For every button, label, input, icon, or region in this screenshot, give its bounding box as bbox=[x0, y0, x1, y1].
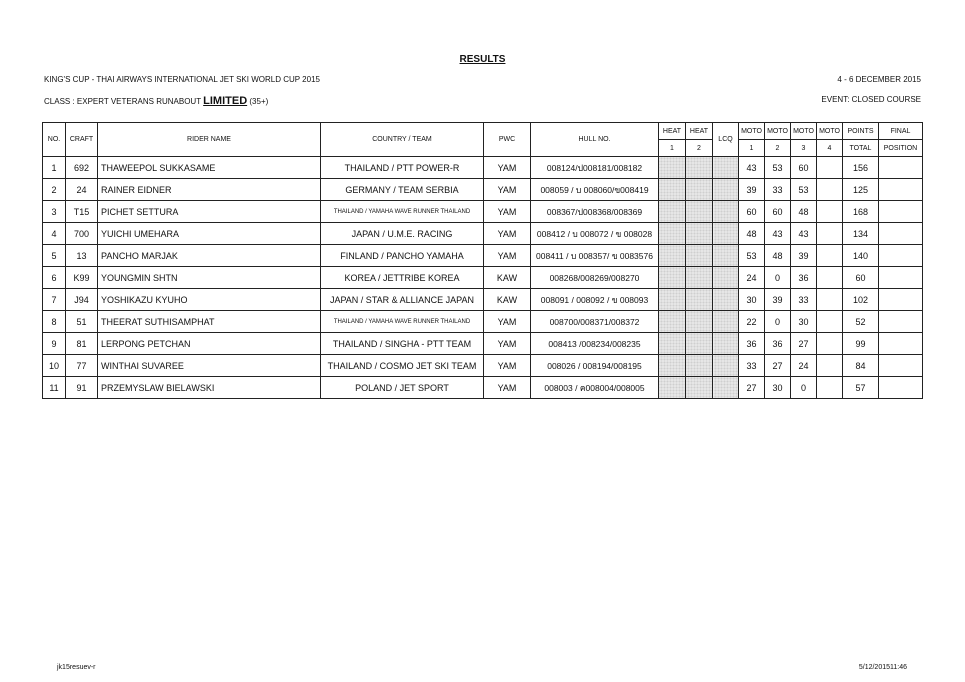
cell-final bbox=[879, 157, 923, 179]
col-no: NO. bbox=[43, 123, 66, 157]
cell-total: 125 bbox=[843, 179, 879, 201]
cell-rider: PANCHO MARJAK bbox=[98, 245, 321, 267]
cell-rider: LERPONG PETCHAN bbox=[98, 333, 321, 355]
cell-pwc: YAM bbox=[484, 201, 531, 223]
col-moto-1: MOTO bbox=[739, 123, 765, 140]
table-row bbox=[43, 377, 923, 399]
cell-total: 168 bbox=[843, 201, 879, 223]
cell-craft: 81 bbox=[66, 333, 98, 355]
cell-pwc: YAM bbox=[484, 311, 531, 333]
cell-moto1: 39 bbox=[739, 179, 765, 201]
cell-hull: 008413 /008234/008235 bbox=[531, 333, 659, 355]
cell-final bbox=[879, 289, 923, 311]
cell-no: 10 bbox=[43, 355, 66, 377]
cell-final bbox=[879, 179, 923, 201]
cell-moto1: 36 bbox=[739, 333, 765, 355]
cell-heat1-shaded bbox=[659, 355, 686, 377]
cell-heat1-shaded bbox=[659, 311, 686, 333]
cell-country: FINLAND / PANCHO YAMAHA bbox=[321, 245, 484, 267]
col-lcq: LCQ bbox=[713, 123, 739, 157]
cell-moto2: 27 bbox=[765, 355, 791, 377]
results-table bbox=[42, 122, 923, 399]
cell-moto3: 48 bbox=[791, 201, 817, 223]
cell-no: 4 bbox=[43, 223, 66, 245]
cell-craft: K99 bbox=[66, 267, 98, 289]
cell-lcq-shaded bbox=[713, 311, 739, 333]
cell-hull: 008268/008269/008270 bbox=[531, 267, 659, 289]
table-row bbox=[43, 245, 923, 267]
col-heat-1: HEAT bbox=[659, 123, 686, 140]
table-row bbox=[43, 289, 923, 311]
cell-craft: T15 bbox=[66, 201, 98, 223]
cell-total: 156 bbox=[843, 157, 879, 179]
cell-moto1: 27 bbox=[739, 377, 765, 399]
cell-pwc: YAM bbox=[484, 333, 531, 355]
col-total: TOTAL bbox=[843, 140, 879, 157]
cell-no: 8 bbox=[43, 311, 66, 333]
cell-country: GERMANY / TEAM SERBIA bbox=[321, 179, 484, 201]
cell-no: 5 bbox=[43, 245, 66, 267]
col-final: FINAL bbox=[879, 123, 923, 140]
cell-heat1-shaded bbox=[659, 245, 686, 267]
event-name: KING'S CUP - THAI AIRWAYS INTERNATIONAL JET SKI WORLD CUP 2015 bbox=[44, 75, 320, 84]
cell-hull: 008059 / บ 008060/ข008419 bbox=[531, 179, 659, 201]
cell-pwc: YAM bbox=[484, 223, 531, 245]
cell-final bbox=[879, 333, 923, 355]
cell-heat1-shaded bbox=[659, 201, 686, 223]
cell-heat1-shaded bbox=[659, 179, 686, 201]
cell-hull: 008091 / 008092 / ข 008093 bbox=[531, 289, 659, 311]
results-body bbox=[43, 157, 923, 399]
cell-heat1-shaded bbox=[659, 223, 686, 245]
footer-timestamp: 5/12/201511:46 bbox=[858, 664, 907, 671]
cell-total: 140 bbox=[843, 245, 879, 267]
cell-heat1-shaded bbox=[659, 377, 686, 399]
col-moto-2: MOTO bbox=[765, 123, 791, 140]
cell-no: 3 bbox=[43, 201, 66, 223]
cell-moto4 bbox=[817, 157, 843, 179]
cell-rider: YUICHI UMEHARA bbox=[98, 223, 321, 245]
event-type: EVENT: CLOSED COURSE bbox=[821, 95, 921, 104]
cell-lcq-shaded bbox=[713, 157, 739, 179]
cell-moto2: 0 bbox=[765, 311, 791, 333]
cell-moto1: 43 bbox=[739, 157, 765, 179]
cell-country: THAILAND / YAMAHA WAVE RUNNER THAILAND bbox=[321, 311, 484, 333]
cell-craft: J94 bbox=[66, 289, 98, 311]
cell-rider: WINTHAI SUVAREE bbox=[98, 355, 321, 377]
cell-rider: PRZEMYSLAW BIELAWSKI bbox=[98, 377, 321, 399]
cell-moto2: 43 bbox=[765, 223, 791, 245]
cell-final bbox=[879, 311, 923, 333]
cell-moto4 bbox=[817, 289, 843, 311]
cell-lcq-shaded bbox=[713, 201, 739, 223]
cell-country: THAILAND / PTT POWER-R bbox=[321, 157, 484, 179]
cell-hull: 008412 / บ 008072 / ข 008028 bbox=[531, 223, 659, 245]
cell-heat2-shaded bbox=[686, 223, 713, 245]
cell-moto2: 53 bbox=[765, 157, 791, 179]
cell-moto4 bbox=[817, 333, 843, 355]
col-moto-3: MOTO bbox=[791, 123, 817, 140]
cell-rider: THEERAT SUTHISAMPHAT bbox=[98, 311, 321, 333]
cell-no: 1 bbox=[43, 157, 66, 179]
table-row bbox=[43, 223, 923, 245]
cell-total: 57 bbox=[843, 377, 879, 399]
cell-heat2-shaded bbox=[686, 289, 713, 311]
cell-country: POLAND / JET SPORT bbox=[321, 377, 484, 399]
col-rider: RIDER NAME bbox=[98, 123, 321, 157]
cell-moto2: 48 bbox=[765, 245, 791, 267]
col-hull: HULL NO. bbox=[531, 123, 659, 157]
cell-moto3: 39 bbox=[791, 245, 817, 267]
cell-hull: 008026 / 008194/008195 bbox=[531, 355, 659, 377]
cell-lcq-shaded bbox=[713, 333, 739, 355]
col-heat-2: HEAT bbox=[686, 123, 713, 140]
cell-pwc: YAM bbox=[484, 355, 531, 377]
cell-moto3: 33 bbox=[791, 289, 817, 311]
header-row bbox=[43, 123, 923, 140]
table-row bbox=[43, 201, 923, 223]
class-highlight: LIMITED bbox=[203, 95, 248, 107]
cell-pwc: YAM bbox=[484, 157, 531, 179]
cell-pwc: KAW bbox=[484, 267, 531, 289]
cell-rider: YOSHIKAZU KYUHO bbox=[98, 289, 321, 311]
event-dates: 4 - 6 DECEMBER 2015 bbox=[837, 75, 921, 84]
cell-total: 60 bbox=[843, 267, 879, 289]
cell-rider: THAWEEPOL SUKKASAME bbox=[98, 157, 321, 179]
cell-final bbox=[879, 245, 923, 267]
cell-pwc: KAW bbox=[484, 289, 531, 311]
cell-pwc: YAM bbox=[484, 179, 531, 201]
cell-moto4 bbox=[817, 223, 843, 245]
col-craft: CRAFT bbox=[66, 123, 98, 157]
cell-craft: 77 bbox=[66, 355, 98, 377]
cell-moto4 bbox=[817, 201, 843, 223]
cell-moto3: 36 bbox=[791, 267, 817, 289]
cell-total: 102 bbox=[843, 289, 879, 311]
cell-moto3: 24 bbox=[791, 355, 817, 377]
cell-heat1-shaded bbox=[659, 157, 686, 179]
table-row bbox=[43, 311, 923, 333]
cell-moto1: 48 bbox=[739, 223, 765, 245]
cell-hull: 008700/008371/008372 bbox=[531, 311, 659, 333]
cell-rider: RAINER EIDNER bbox=[98, 179, 321, 201]
cell-country: KOREA / JETTRIBE KOREA bbox=[321, 267, 484, 289]
cell-heat2-shaded bbox=[686, 179, 713, 201]
cell-lcq-shaded bbox=[713, 223, 739, 245]
cell-craft: 13 bbox=[66, 245, 98, 267]
cell-hull: 008367/ป008368/008369 bbox=[531, 201, 659, 223]
cell-country: THAILAND / COSMO JET SKI TEAM bbox=[321, 355, 484, 377]
cell-moto1: 22 bbox=[739, 311, 765, 333]
cell-country: THAILAND / YAMAHA WAVE RUNNER THAILAND bbox=[321, 201, 484, 223]
col-moto-3-num: 3 bbox=[791, 140, 817, 157]
cell-heat1-shaded bbox=[659, 289, 686, 311]
cell-moto1: 33 bbox=[739, 355, 765, 377]
cell-total: 84 bbox=[843, 355, 879, 377]
cell-country: THAILAND / SINGHA - PTT TEAM bbox=[321, 333, 484, 355]
cell-final bbox=[879, 201, 923, 223]
cell-heat2-shaded bbox=[686, 267, 713, 289]
cell-moto4 bbox=[817, 267, 843, 289]
class-prefix: CLASS : EXPERT VETERANS RUNABOUT bbox=[44, 97, 204, 106]
cell-total: 99 bbox=[843, 333, 879, 355]
cell-moto3: 43 bbox=[791, 223, 817, 245]
cell-heat2-shaded bbox=[686, 333, 713, 355]
cell-heat2-shaded bbox=[686, 201, 713, 223]
cell-moto1: 60 bbox=[739, 201, 765, 223]
table-row bbox=[43, 355, 923, 377]
cell-craft: 700 bbox=[66, 223, 98, 245]
cell-heat1-shaded bbox=[659, 333, 686, 355]
cell-moto2: 33 bbox=[765, 179, 791, 201]
cell-moto1: 53 bbox=[739, 245, 765, 267]
cell-lcq-shaded bbox=[713, 245, 739, 267]
col-heat-2-num: 2 bbox=[686, 140, 713, 157]
cell-craft: 51 bbox=[66, 311, 98, 333]
cell-moto4 bbox=[817, 245, 843, 267]
col-pwc: PWC bbox=[484, 123, 531, 157]
cell-final bbox=[879, 355, 923, 377]
cell-moto4 bbox=[817, 179, 843, 201]
cell-hull: 008003 / ค008004/008005 bbox=[531, 377, 659, 399]
cell-no: 9 bbox=[43, 333, 66, 355]
cell-country: JAPAN / U.M.E. RACING bbox=[321, 223, 484, 245]
cell-moto1: 24 bbox=[739, 267, 765, 289]
cell-moto3: 0 bbox=[791, 377, 817, 399]
cell-rider: YOUNGMIN SHTN bbox=[98, 267, 321, 289]
table-row bbox=[43, 267, 923, 289]
col-moto-2-num: 2 bbox=[765, 140, 791, 157]
cell-heat2-shaded bbox=[686, 245, 713, 267]
cell-pwc: YAM bbox=[484, 377, 531, 399]
cell-moto2: 30 bbox=[765, 377, 791, 399]
table-row bbox=[43, 157, 923, 179]
cell-final bbox=[879, 267, 923, 289]
cell-final bbox=[879, 377, 923, 399]
table-row bbox=[43, 333, 923, 355]
cell-moto2: 36 bbox=[765, 333, 791, 355]
col-moto-4-num: 4 bbox=[817, 140, 843, 157]
cell-lcq-shaded bbox=[713, 179, 739, 201]
results-title: RESULTS bbox=[459, 54, 506, 65]
class-line bbox=[44, 95, 268, 107]
cell-heat2-shaded bbox=[686, 311, 713, 333]
cell-moto1: 30 bbox=[739, 289, 765, 311]
cell-no: 7 bbox=[43, 289, 66, 311]
col-country: COUNTRY / TEAM bbox=[321, 123, 484, 157]
cell-lcq-shaded bbox=[713, 377, 739, 399]
col-moto-4: MOTO bbox=[817, 123, 843, 140]
cell-no: 2 bbox=[43, 179, 66, 201]
cell-craft: 91 bbox=[66, 377, 98, 399]
cell-moto4 bbox=[817, 377, 843, 399]
col-position: POSITION bbox=[879, 140, 923, 157]
class-suffix: (35+) bbox=[247, 97, 269, 106]
cell-moto2: 0 bbox=[765, 267, 791, 289]
table-row bbox=[43, 179, 923, 201]
cell-total: 134 bbox=[843, 223, 879, 245]
cell-lcq-shaded bbox=[713, 289, 739, 311]
cell-moto2: 39 bbox=[765, 289, 791, 311]
cell-heat2-shaded bbox=[686, 377, 713, 399]
cell-hull: 008124/ป008181/008182 bbox=[531, 157, 659, 179]
cell-final bbox=[879, 223, 923, 245]
cell-no: 11 bbox=[43, 377, 66, 399]
cell-no: 6 bbox=[43, 267, 66, 289]
cell-craft: 692 bbox=[66, 157, 98, 179]
cell-hull: 008411 / บ 008357/ ข 0083576 bbox=[531, 245, 659, 267]
cell-heat2-shaded bbox=[686, 355, 713, 377]
cell-moto4 bbox=[817, 355, 843, 377]
col-moto-1-num: 1 bbox=[739, 140, 765, 157]
cell-moto4 bbox=[817, 311, 843, 333]
cell-craft: 24 bbox=[66, 179, 98, 201]
cell-moto3: 53 bbox=[791, 179, 817, 201]
col-heat-1-num: 1 bbox=[659, 140, 686, 157]
cell-rider: PICHET SETTURA bbox=[98, 201, 321, 223]
cell-total: 52 bbox=[843, 311, 879, 333]
cell-heat2-shaded bbox=[686, 157, 713, 179]
cell-moto3: 60 bbox=[791, 157, 817, 179]
cell-pwc: YAM bbox=[484, 245, 531, 267]
cell-heat1-shaded bbox=[659, 267, 686, 289]
cell-moto3: 27 bbox=[791, 333, 817, 355]
cell-country: JAPAN / STAR & ALLIANCE JAPAN bbox=[321, 289, 484, 311]
cell-lcq-shaded bbox=[713, 355, 739, 377]
col-points: POINTS bbox=[843, 123, 879, 140]
cell-moto2: 60 bbox=[765, 201, 791, 223]
cell-moto3: 30 bbox=[791, 311, 817, 333]
footer-file-code: jk15resuev-r bbox=[57, 664, 96, 671]
cell-lcq-shaded bbox=[713, 267, 739, 289]
